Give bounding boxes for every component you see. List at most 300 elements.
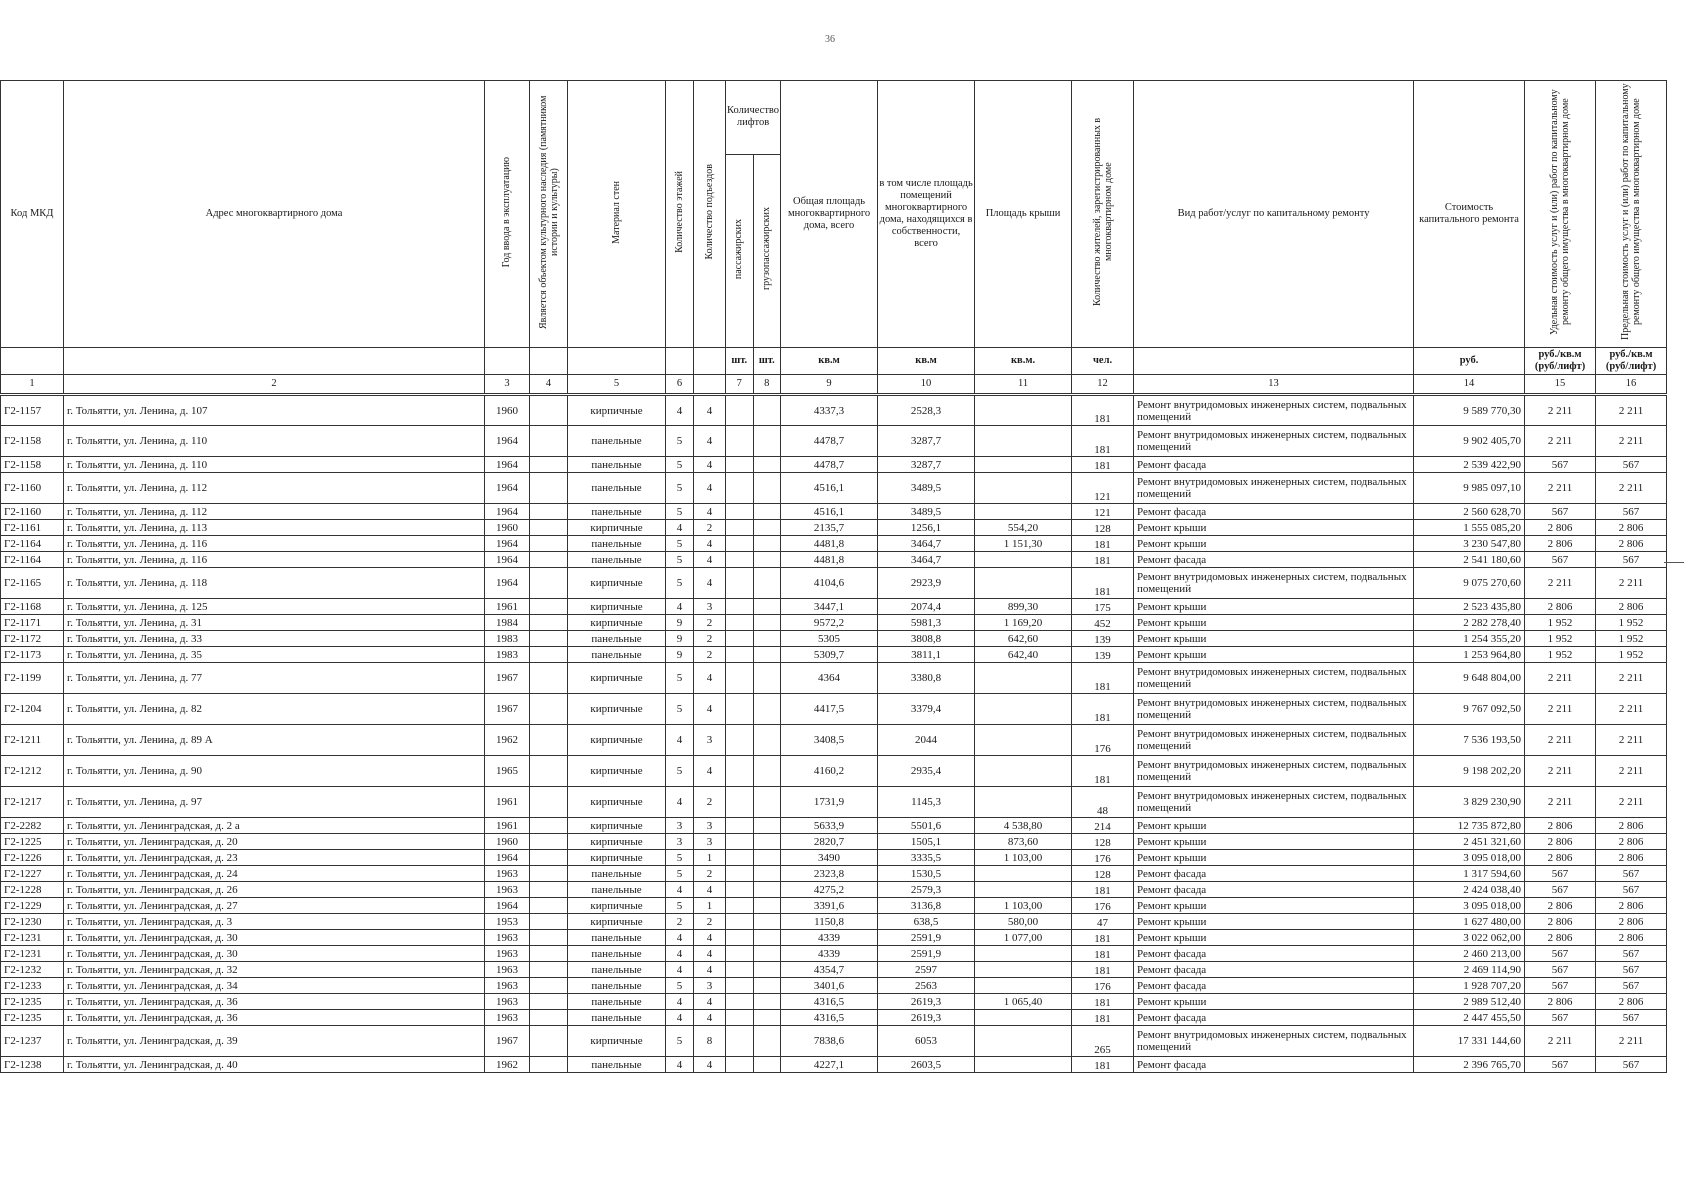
- year-cell: 1963: [485, 882, 530, 898]
- unit-cost-cell: 2 806: [1525, 536, 1596, 552]
- address-cell: г. Тольятти, ул. Ленинградская, д. 26: [64, 882, 485, 898]
- table-row: [1, 694, 1667, 725]
- roof-area-cell: [975, 1057, 1072, 1073]
- header-work-type: Вид работ/услуг по капитальному ремонту: [1134, 81, 1414, 348]
- code-cell: Г2-1235: [1, 1010, 64, 1026]
- max-cost-cell: 1 952: [1596, 631, 1667, 647]
- total-area-cell: 3408,5: [781, 725, 878, 756]
- owned-area-cell: 2619,3: [878, 1010, 975, 1026]
- work-type-cell: Ремонт фасада: [1134, 1010, 1414, 1026]
- entrances-cell: 4: [694, 882, 726, 898]
- total-area-cell: 2820,7: [781, 834, 878, 850]
- roof-area-cell: [975, 882, 1072, 898]
- walls-cell: панельные: [568, 1057, 666, 1073]
- heritage-cell: [530, 978, 568, 994]
- residents-cell: 176: [1072, 898, 1134, 914]
- heritage-cell: [530, 725, 568, 756]
- entrances-cell: 1: [694, 850, 726, 866]
- heritage-cell: [530, 536, 568, 552]
- freight-lifts-cell: [753, 850, 781, 866]
- year-cell: 1983: [485, 631, 530, 647]
- roof-area-cell: [975, 552, 1072, 568]
- total-area-cell: 7838,6: [781, 1026, 878, 1057]
- entrances-cell: 4: [694, 473, 726, 504]
- unit-cost-cell: 1 952: [1525, 647, 1596, 663]
- work-type-cell: Ремонт фасада: [1134, 978, 1414, 994]
- year-cell: 1963: [485, 978, 530, 994]
- code-cell: Г2-1171: [1, 615, 64, 631]
- owned-area-cell: 2923,9: [878, 568, 975, 599]
- year-cell: 1960: [485, 395, 530, 426]
- max-cost-cell: 2 211: [1596, 473, 1667, 504]
- owned-area-cell: 1505,1: [878, 834, 975, 850]
- residents-cell: 181: [1072, 552, 1134, 568]
- passenger-lifts-cell: [726, 866, 754, 882]
- code-cell: Г2-1229: [1, 898, 64, 914]
- unit-cost-cell: 567: [1525, 882, 1596, 898]
- heritage-cell: [530, 1010, 568, 1026]
- roof-area-cell: 1 103,00: [975, 898, 1072, 914]
- work-type-cell: Ремонт внутридомовых инженерных систем, подвальных помещений: [1134, 694, 1414, 725]
- year-cell: 1983: [485, 647, 530, 663]
- freight-lifts-cell: [753, 395, 781, 426]
- cost-cell: 2 469 114,90: [1414, 962, 1525, 978]
- cost-cell: 2 539 422,90: [1414, 457, 1525, 473]
- heritage-cell: [530, 395, 568, 426]
- work-type-cell: Ремонт фасада: [1134, 1057, 1414, 1073]
- residents-cell: 121: [1072, 473, 1134, 504]
- code-cell: Г2-1168: [1, 599, 64, 615]
- walls-cell: панельные: [568, 978, 666, 994]
- table-row: [1, 787, 1667, 818]
- heritage-cell: [530, 850, 568, 866]
- freight-lifts-cell: [753, 504, 781, 520]
- max-cost-cell: 1 952: [1596, 615, 1667, 631]
- roof-area-cell: [975, 866, 1072, 882]
- address-cell: г. Тольятти, ул. Ленина, д. 90: [64, 756, 485, 787]
- unit-cost-cell: 2 806: [1525, 898, 1596, 914]
- residents-cell: 181: [1072, 1057, 1134, 1073]
- freight-lifts-cell: [753, 946, 781, 962]
- roof-area-cell: 4 538,80: [975, 818, 1072, 834]
- cost-cell: 9 767 092,50: [1414, 694, 1525, 725]
- cost-cell: 9 198 202,20: [1414, 756, 1525, 787]
- address-cell: г. Тольятти, ул. Ленина, д. 116: [64, 552, 485, 568]
- year-cell: 1963: [485, 866, 530, 882]
- heritage-cell: [530, 1026, 568, 1057]
- units-row: [1, 348, 1667, 375]
- entrances-cell: 2: [694, 631, 726, 647]
- heritage-cell: [530, 568, 568, 599]
- total-area-cell: 9572,2: [781, 615, 878, 631]
- residents-cell: 181: [1072, 930, 1134, 946]
- freight-lifts-cell: [753, 615, 781, 631]
- header-entrances-text: Количество подъездов: [703, 164, 715, 260]
- total-area-cell: 4354,7: [781, 962, 878, 978]
- heritage-cell: [530, 504, 568, 520]
- year-cell: 1984: [485, 615, 530, 631]
- floors-cell: 9: [666, 615, 694, 631]
- owned-area-cell: 5501,6: [878, 818, 975, 834]
- residents-cell: 175: [1072, 599, 1134, 615]
- work-type-cell: Ремонт внутридомовых инженерных систем, подвальных помещений: [1134, 787, 1414, 818]
- unit-cost-cell: 2 211: [1525, 663, 1596, 694]
- roof-area-cell: [975, 962, 1072, 978]
- entrances-cell: 8: [694, 1026, 726, 1057]
- entrances-cell: 4: [694, 946, 726, 962]
- max-cost-cell: 2 806: [1596, 898, 1667, 914]
- floors-cell: 4: [666, 882, 694, 898]
- table-row: [1, 504, 1667, 520]
- work-type-cell: Ремонт внутридомовых инженерных систем, подвальных помещений: [1134, 663, 1414, 694]
- table-row: [1, 552, 1667, 568]
- freight-lifts-cell: [753, 694, 781, 725]
- total-area-cell: 2323,8: [781, 866, 878, 882]
- heritage-cell: [530, 898, 568, 914]
- passenger-lifts-cell: [726, 850, 754, 866]
- entrances-cell: 4: [694, 552, 726, 568]
- code-cell: Г2-1164: [1, 536, 64, 552]
- total-area-cell: 3391,6: [781, 898, 878, 914]
- roof-area-cell: [975, 694, 1072, 725]
- year-cell: 1960: [485, 520, 530, 536]
- column-number: 15: [1525, 375, 1596, 395]
- table-row: [1, 1057, 1667, 1073]
- table-row: [1, 914, 1667, 930]
- residents-cell: 128: [1072, 866, 1134, 882]
- address-cell: г. Тольятти, ул. Ленинградская, д. 39: [64, 1026, 485, 1057]
- address-cell: г. Тольятти, ул. Ленина, д. 110: [64, 457, 485, 473]
- table-row: [1, 426, 1667, 457]
- column-number: 16: [1596, 375, 1667, 395]
- passenger-lifts-cell: [726, 834, 754, 850]
- column-number: 13: [1134, 375, 1414, 395]
- passenger-lifts-cell: [726, 395, 754, 426]
- unit-cost-cell: 2 806: [1525, 914, 1596, 930]
- entrances-cell: 4: [694, 1057, 726, 1073]
- passenger-lifts-cell: [726, 536, 754, 552]
- walls-cell: кирпичные: [568, 694, 666, 725]
- cost-cell: 3 095 018,00: [1414, 898, 1525, 914]
- entrances-cell: 4: [694, 568, 726, 599]
- total-area-cell: 4417,5: [781, 694, 878, 725]
- max-cost-cell: 2 211: [1596, 694, 1667, 725]
- unit-roof-area: кв.м.: [975, 348, 1072, 375]
- residents-cell: 181: [1072, 946, 1134, 962]
- total-area-cell: 4316,5: [781, 1010, 878, 1026]
- code-cell: Г2-1231: [1, 946, 64, 962]
- freight-lifts-cell: [753, 882, 781, 898]
- table-row: [1, 473, 1667, 504]
- floors-cell: 3: [666, 834, 694, 850]
- cost-cell: 1 317 594,60: [1414, 866, 1525, 882]
- walls-cell: кирпичные: [568, 395, 666, 426]
- max-cost-cell: 1 952: [1596, 647, 1667, 663]
- column-number: 14: [1414, 375, 1525, 395]
- roof-area-cell: [975, 568, 1072, 599]
- heritage-cell: [530, 694, 568, 725]
- header-freight-text: грузопассажирских: [760, 207, 772, 291]
- margin-mark: [1664, 562, 1684, 563]
- floors-cell: 5: [666, 536, 694, 552]
- table-row: [1, 882, 1667, 898]
- passenger-lifts-cell: [726, 994, 754, 1010]
- cost-cell: 9 985 097,10: [1414, 473, 1525, 504]
- code-cell: Г2-1158: [1, 426, 64, 457]
- walls-cell: кирпичные: [568, 568, 666, 599]
- total-area-cell: 4316,5: [781, 994, 878, 1010]
- owned-area-cell: 6053: [878, 1026, 975, 1057]
- address-cell: г. Тольятти, ул. Ленина, д. 125: [64, 599, 485, 615]
- year-cell: 1960: [485, 834, 530, 850]
- owned-area-cell: 2619,3: [878, 994, 975, 1010]
- walls-cell: панельные: [568, 1010, 666, 1026]
- table-row: [1, 599, 1667, 615]
- owned-area-cell: 3464,7: [878, 536, 975, 552]
- year-cell: 1965: [485, 756, 530, 787]
- entrances-cell: 3: [694, 834, 726, 850]
- year-cell: 1961: [485, 818, 530, 834]
- entrances-cell: 4: [694, 536, 726, 552]
- owned-area-cell: 3379,4: [878, 694, 975, 725]
- code-cell: Г2-1199: [1, 663, 64, 694]
- heritage-cell: [530, 615, 568, 631]
- year-cell: 1963: [485, 962, 530, 978]
- residents-cell: 214: [1072, 818, 1134, 834]
- entrances-cell: 4: [694, 457, 726, 473]
- roof-area-cell: 580,00: [975, 914, 1072, 930]
- floors-cell: 5: [666, 473, 694, 504]
- heritage-cell: [530, 457, 568, 473]
- max-cost-cell: 2 806: [1596, 520, 1667, 536]
- header-passenger: [726, 154, 754, 347]
- heritage-cell: [530, 599, 568, 615]
- header-max-cost: [1596, 81, 1667, 348]
- residents-cell: 181: [1072, 536, 1134, 552]
- address-cell: г. Тольятти, ул. Ленинградская, д. 34: [64, 978, 485, 994]
- header-floors-text: Количество этажей: [673, 171, 685, 253]
- entrances-cell: 2: [694, 520, 726, 536]
- column-numbers-row: [1, 375, 1667, 395]
- cost-cell: 2 447 455,50: [1414, 1010, 1525, 1026]
- table-row: [1, 866, 1667, 882]
- unit-total-area: кв.м: [781, 348, 878, 375]
- code-cell: Г2-1160: [1, 473, 64, 504]
- residents-cell: 121: [1072, 504, 1134, 520]
- freight-lifts-cell: [753, 568, 781, 599]
- work-type-cell: Ремонт крыши: [1134, 536, 1414, 552]
- passenger-lifts-cell: [726, 756, 754, 787]
- heritage-cell: [530, 520, 568, 536]
- cost-cell: 2 989 512,40: [1414, 994, 1525, 1010]
- address-cell: г. Тольятти, ул. Ленина, д. 112: [64, 473, 485, 504]
- floors-cell: 5: [666, 426, 694, 457]
- cost-cell: 7 536 193,50: [1414, 725, 1525, 756]
- unit-cost-cell: 2 211: [1525, 694, 1596, 725]
- entrances-cell: 3: [694, 599, 726, 615]
- entrances-cell: 4: [694, 1010, 726, 1026]
- table-row: [1, 994, 1667, 1010]
- header-roof-area: Площадь крыши: [975, 81, 1072, 348]
- year-cell: 1964: [485, 504, 530, 520]
- address-cell: г. Тольятти, ул. Ленина, д. 77: [64, 663, 485, 694]
- heritage-cell: [530, 866, 568, 882]
- roof-area-cell: [975, 946, 1072, 962]
- code-cell: Г2-1157: [1, 395, 64, 426]
- roof-area-cell: 899,30: [975, 599, 1072, 615]
- address-cell: г. Тольятти, ул. Ленинградская, д. 23: [64, 850, 485, 866]
- roof-area-cell: 873,60: [975, 834, 1072, 850]
- passenger-lifts-cell: [726, 946, 754, 962]
- address-cell: г. Тольятти, ул. Ленинградская, д. 32: [64, 962, 485, 978]
- work-type-cell: Ремонт фасада: [1134, 504, 1414, 520]
- year-cell: 1964: [485, 850, 530, 866]
- roof-area-cell: [975, 756, 1072, 787]
- total-area-cell: 3490: [781, 850, 878, 866]
- owned-area-cell: 3380,8: [878, 663, 975, 694]
- total-area-cell: 4478,7: [781, 426, 878, 457]
- passenger-lifts-cell: [726, 631, 754, 647]
- header-freight: [753, 154, 781, 347]
- passenger-lifts-cell: [726, 520, 754, 536]
- walls-cell: кирпичные: [568, 615, 666, 631]
- address-cell: г. Тольятти, ул. Ленинградская, д. 24: [64, 866, 485, 882]
- roof-area-cell: 1 103,00: [975, 850, 1072, 866]
- cost-cell: 1 627 480,00: [1414, 914, 1525, 930]
- owned-area-cell: 5981,3: [878, 615, 975, 631]
- freight-lifts-cell: [753, 756, 781, 787]
- residents-cell: 176: [1072, 725, 1134, 756]
- walls-cell: кирпичные: [568, 898, 666, 914]
- code-cell: Г2-1172: [1, 631, 64, 647]
- owned-area-cell: 3464,7: [878, 552, 975, 568]
- residents-cell: 176: [1072, 850, 1134, 866]
- passenger-lifts-cell: [726, 818, 754, 834]
- entrances-cell: 3: [694, 978, 726, 994]
- freight-lifts-cell: [753, 552, 781, 568]
- table-body: [1, 395, 1667, 1073]
- work-type-cell: Ремонт фасада: [1134, 962, 1414, 978]
- table-row: [1, 631, 1667, 647]
- unit-residents: чел.: [1072, 348, 1134, 375]
- residents-cell: 181: [1072, 1010, 1134, 1026]
- passenger-lifts-cell: [726, 552, 754, 568]
- address-cell: г. Тольятти, ул. Ленина, д. 107: [64, 395, 485, 426]
- heritage-cell: [530, 647, 568, 663]
- owned-area-cell: 2074,4: [878, 599, 975, 615]
- cost-cell: 3 230 547,80: [1414, 536, 1525, 552]
- work-type-cell: Ремонт крыши: [1134, 994, 1414, 1010]
- table-row: [1, 395, 1667, 426]
- max-cost-cell: 2 806: [1596, 850, 1667, 866]
- year-cell: 1961: [485, 787, 530, 818]
- total-area-cell: 5305: [781, 631, 878, 647]
- address-cell: г. Тольятти, ул. Ленина, д. 112: [64, 504, 485, 520]
- table-row: [1, 962, 1667, 978]
- code-cell: Г2-1226: [1, 850, 64, 866]
- walls-cell: панельные: [568, 631, 666, 647]
- cost-cell: 2 396 765,70: [1414, 1057, 1525, 1073]
- walls-cell: панельные: [568, 994, 666, 1010]
- residents-cell: 181: [1072, 994, 1134, 1010]
- header-walls: [568, 81, 666, 348]
- work-type-cell: Ремонт крыши: [1134, 898, 1414, 914]
- residents-cell: 128: [1072, 834, 1134, 850]
- roof-area-cell: 1 169,20: [975, 615, 1072, 631]
- cost-cell: 3 022 062,00: [1414, 930, 1525, 946]
- entrances-cell: 1: [694, 898, 726, 914]
- cost-cell: 1 555 085,20: [1414, 520, 1525, 536]
- table-row: [1, 834, 1667, 850]
- roof-area-cell: [975, 725, 1072, 756]
- floors-cell: 5: [666, 552, 694, 568]
- address-cell: г. Тольятти, ул. Ленинградская, д. 20: [64, 834, 485, 850]
- max-cost-cell: 2 211: [1596, 568, 1667, 599]
- owned-area-cell: 2591,9: [878, 930, 975, 946]
- header-code: Код МКД: [1, 81, 64, 348]
- table-row: [1, 520, 1667, 536]
- header-floors: [666, 81, 694, 348]
- heritage-cell: [530, 994, 568, 1010]
- unit-cost-cell: 567: [1525, 1057, 1596, 1073]
- work-type-cell: Ремонт крыши: [1134, 818, 1414, 834]
- heritage-cell: [530, 756, 568, 787]
- walls-cell: панельные: [568, 647, 666, 663]
- heritage-cell: [530, 882, 568, 898]
- header-unit-cost-text: Удельная стоимость услуг и (или) работ по капитальному ремонту общего имущества в многоквартирном доме: [1549, 89, 1572, 335]
- passenger-lifts-cell: [726, 914, 754, 930]
- floors-cell: 9: [666, 631, 694, 647]
- floors-cell: 5: [666, 850, 694, 866]
- floors-cell: 5: [666, 694, 694, 725]
- table-row: [1, 756, 1667, 787]
- max-cost-cell: 2 211: [1596, 395, 1667, 426]
- passenger-lifts-cell: [726, 898, 754, 914]
- cost-cell: 9 902 405,70: [1414, 426, 1525, 457]
- table-row: [1, 536, 1667, 552]
- unit-cost-cell: 2 806: [1525, 599, 1596, 615]
- cost-cell: 2 541 180,60: [1414, 552, 1525, 568]
- total-area-cell: 4227,1: [781, 1057, 878, 1073]
- address-cell: г. Тольятти, ул. Ленина, д. 89 А: [64, 725, 485, 756]
- owned-area-cell: 1256,1: [878, 520, 975, 536]
- year-cell: 1964: [485, 898, 530, 914]
- floors-cell: 2: [666, 914, 694, 930]
- table-row: [1, 898, 1667, 914]
- max-cost-cell: 567: [1596, 946, 1667, 962]
- address-cell: г. Тольятти, ул. Ленинградская, д. 27: [64, 898, 485, 914]
- freight-lifts-cell: [753, 818, 781, 834]
- owned-area-cell: 2591,9: [878, 946, 975, 962]
- total-area-cell: 4160,2: [781, 756, 878, 787]
- freight-lifts-cell: [753, 631, 781, 647]
- entrances-cell: 3: [694, 725, 726, 756]
- table-row: [1, 457, 1667, 473]
- total-area-cell: 2135,7: [781, 520, 878, 536]
- heritage-cell: [530, 946, 568, 962]
- floors-cell: 5: [666, 978, 694, 994]
- walls-cell: кирпичные: [568, 850, 666, 866]
- address-cell: г. Тольятти, ул. Ленина, д. 110: [64, 426, 485, 457]
- cost-cell: 1 253 964,80: [1414, 647, 1525, 663]
- table-row: [1, 818, 1667, 834]
- passenger-lifts-cell: [726, 962, 754, 978]
- freight-lifts-cell: [753, 1010, 781, 1026]
- column-number: 5: [568, 375, 666, 395]
- header-heritage-text: Является объектом культурного наследия (памятником истории и культуры): [537, 95, 560, 329]
- cost-cell: 2 424 038,40: [1414, 882, 1525, 898]
- address-cell: г. Тольятти, ул. Ленинградская, д. 2 а: [64, 818, 485, 834]
